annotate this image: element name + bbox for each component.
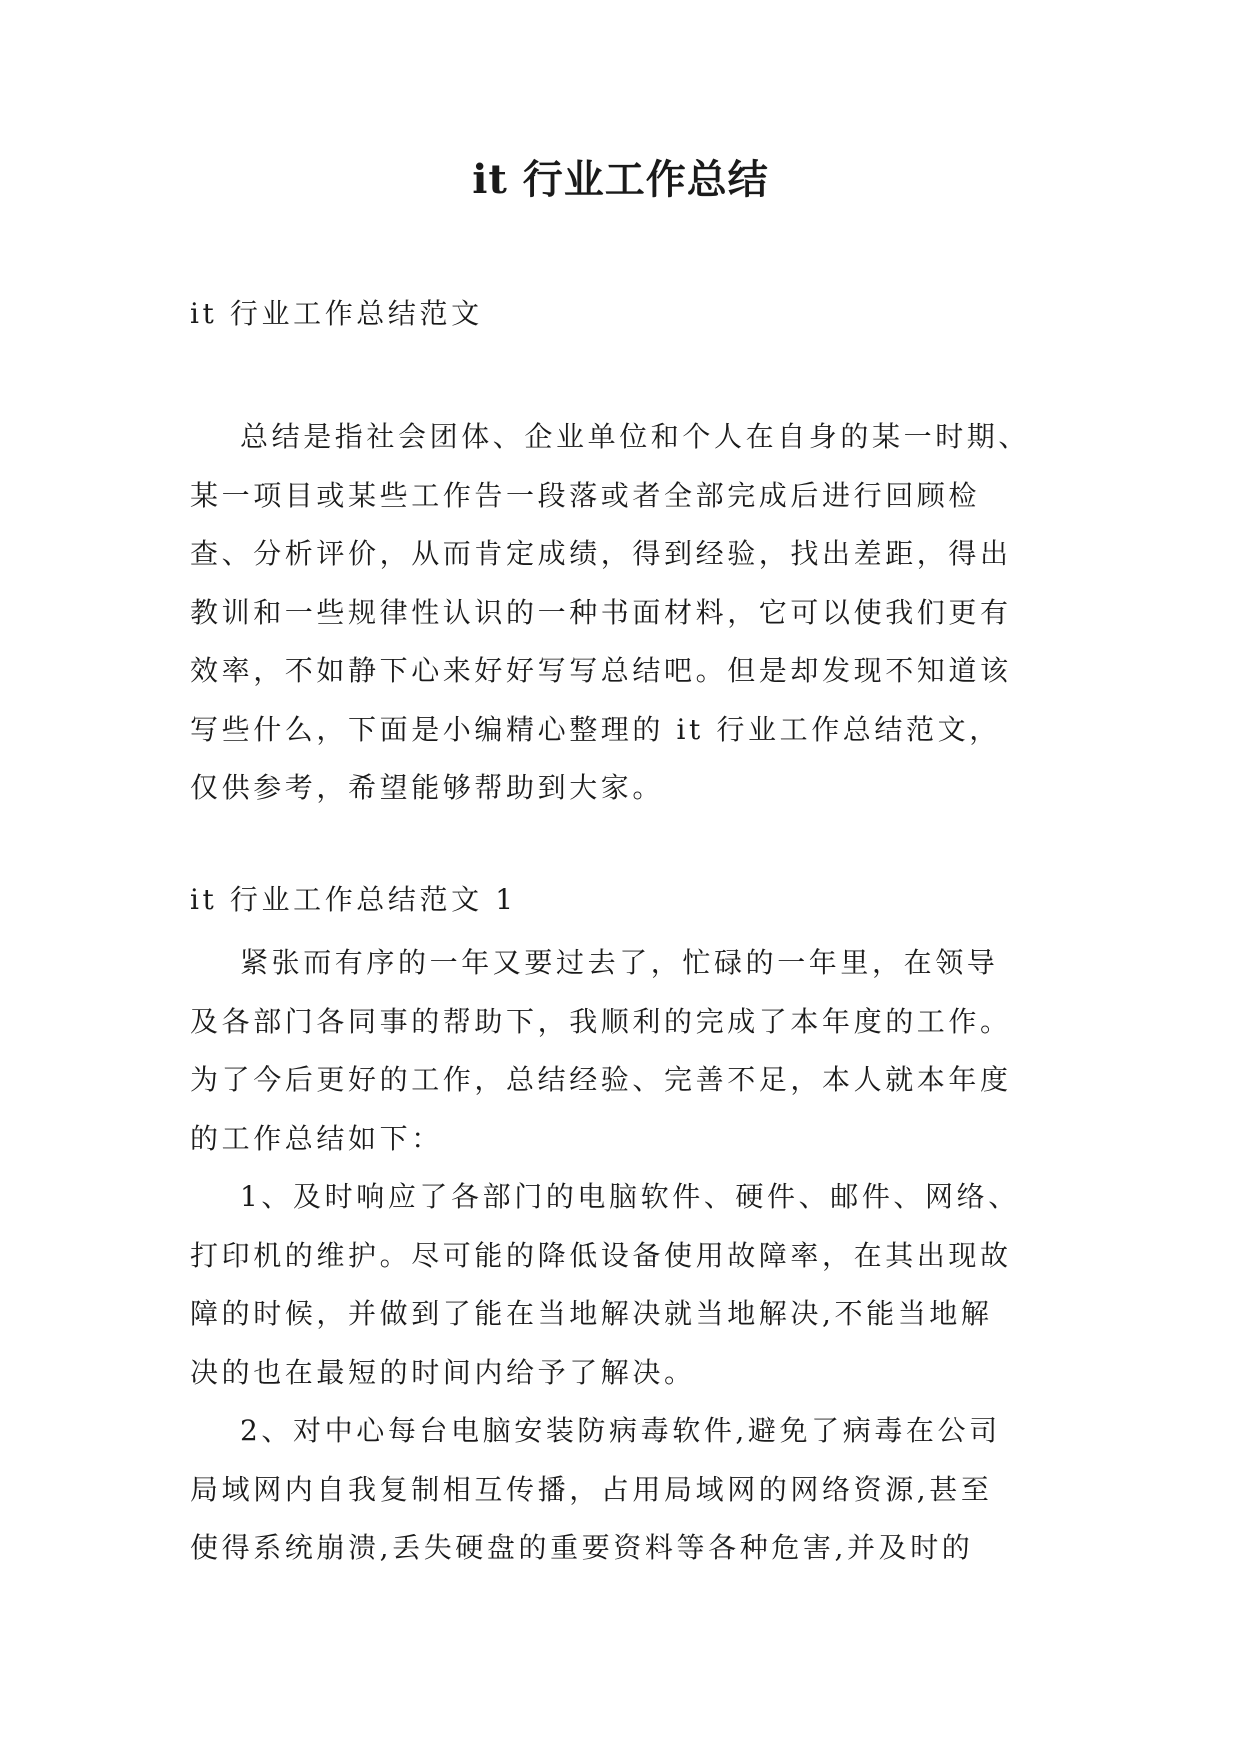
intro-line: 总结是指社会团体、企业单位和个人在自身的某一时期、 bbox=[190, 420, 1031, 453]
document-subtitle: it 行业工作总结范文 bbox=[190, 297, 483, 330]
intro-line: 教训和一些规律性认识的一种书面材料，它可以使我们更有 bbox=[190, 595, 1012, 629]
section-line: 为了今后更好的工作，总结经验、完善不足，本人就本年度 bbox=[190, 1063, 1012, 1096]
intro-line: 效率，不如静下心来好好写写总结吧。但是却发现不知道该 bbox=[190, 654, 1012, 687]
section-line: 决的也在最短的时间内给予了解决。 bbox=[190, 1355, 696, 1389]
section-line: 使得系统崩溃,丢失硬盘的重要资料等各种危害,并及时的 bbox=[190, 1531, 974, 1564]
section-line: 打印机的维护。尽可能的降低设备使用故障率，在其出现故 bbox=[190, 1238, 1012, 1272]
section-line: 紧张而有序的一年又要过去了，忙碌的一年里，在领导 bbox=[190, 946, 999, 979]
section-line: 障的时候，并做到了能在当地解决就当地解决,不能当地解 bbox=[190, 1297, 993, 1330]
section-body bbox=[190, 934, 1090, 1578]
section-heading: it 行业工作总结范文 1 bbox=[190, 883, 517, 916]
section-line: 及各部门各同事的帮助下，我顺利的完成了本年度的工作。 bbox=[190, 1004, 1012, 1038]
document-title: it 行业工作总结 bbox=[472, 156, 769, 203]
section-line: 1、及时响应了各部门的电脑软件、硬件、邮件、网络、 bbox=[190, 1180, 1020, 1213]
intro-line: 仅供参考，希望能够帮助到大家。 bbox=[190, 771, 665, 804]
intro-line: 查、分析评价，从而肯定成绩，得到经验，找出差距，得出 bbox=[190, 537, 1012, 570]
intro-line: 某一项目或某些工作告一段落或者全部完成后进行回顾检 bbox=[190, 478, 981, 512]
intro-paragraph bbox=[190, 408, 1090, 818]
section-line: 的工作总结如下： bbox=[190, 1121, 443, 1155]
section-line: 2、对中心每台电脑安装防病毒软件,避免了病毒在公司 bbox=[190, 1414, 1001, 1447]
intro-line: 写些什么，下面是小编精心整理的 it 行业工作总结范文， bbox=[190, 712, 1001, 746]
section-line: 局域网内自我复制相互传播，占用局域网的网络资源,甚至 bbox=[190, 1472, 993, 1506]
